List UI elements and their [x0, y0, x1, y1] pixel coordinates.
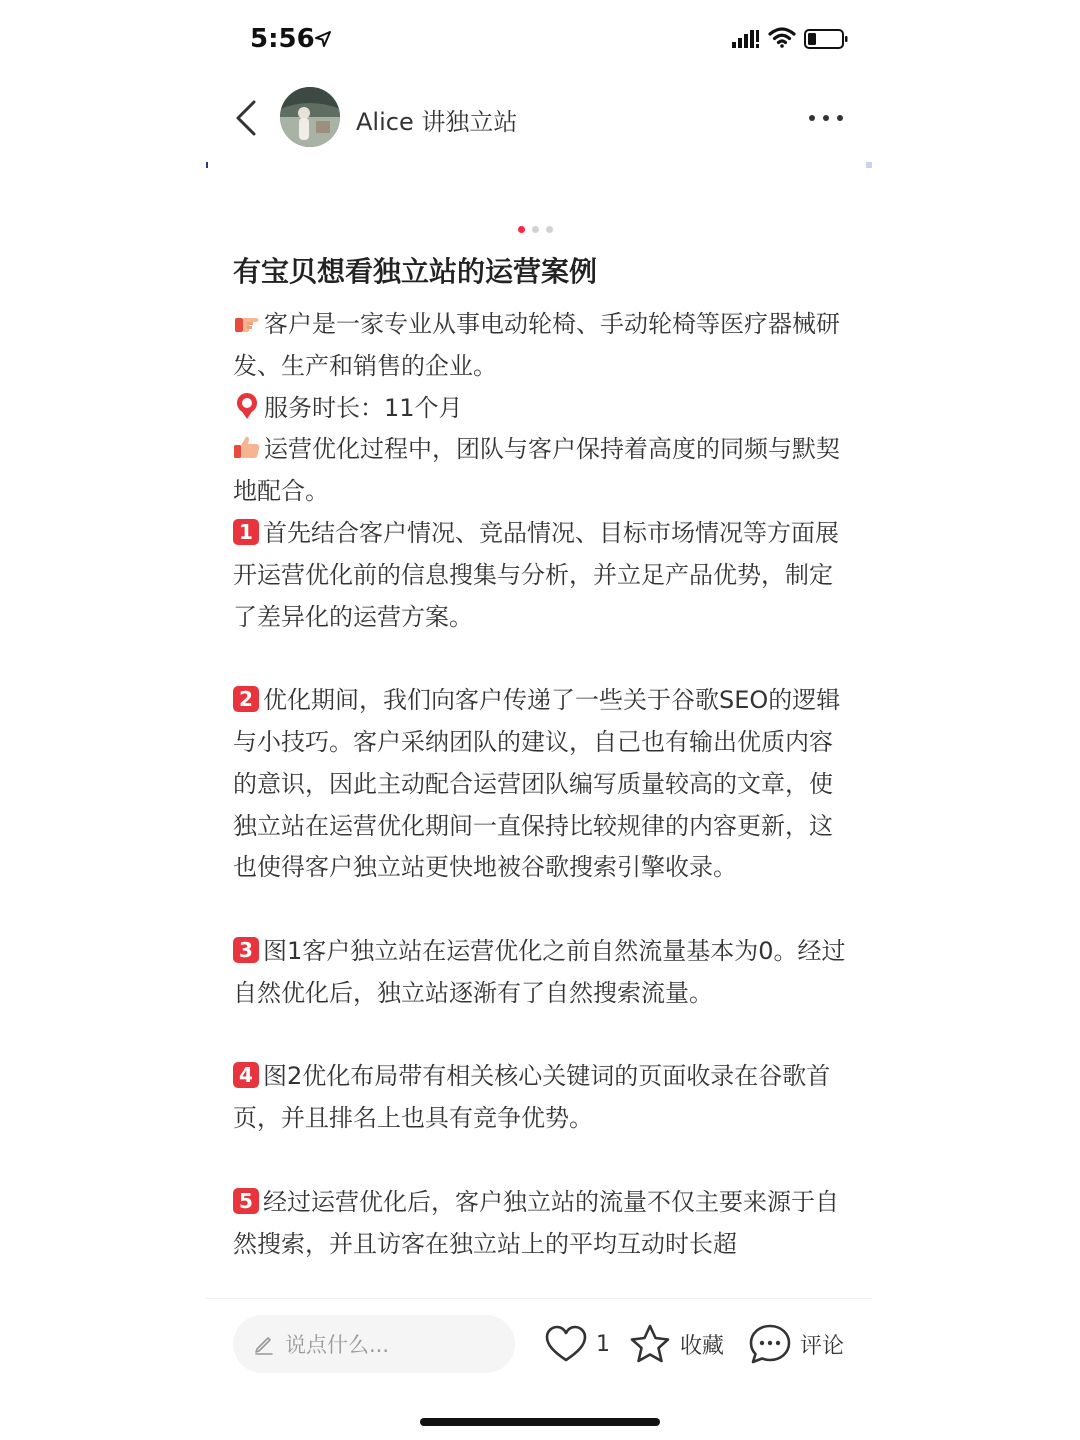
- status-time: 5:56: [250, 24, 315, 54]
- paragraph-4: [233, 513, 853, 638]
- pointing-hand-emoji: [233, 308, 261, 336]
- paragraph-5: [233, 680, 853, 889]
- image-edge-mark: [206, 162, 208, 168]
- paragraph-gap: [233, 1140, 853, 1182]
- heart-icon: [544, 1324, 588, 1364]
- image-edge-mark: [866, 162, 872, 168]
- paragraph-gap: [233, 638, 853, 680]
- more-icon[interactable]: [806, 104, 846, 132]
- paragraph-7-text: 图2优化布局带有相关核心关键词的页面收录在谷歌首页，并且排名上也具有竞争优势。: [233, 1062, 831, 1133]
- paragraph-2-text: 服务时长：11个月: [264, 393, 463, 422]
- number-4-badge: 4: [233, 1062, 259, 1088]
- paragraph-4-text: 首先结合客户情况、竞品情况、目标市场情况等方面展开运营优化前的信息搜集与分析，并立足产品优势，制定了差异化的运营方案。: [233, 518, 839, 631]
- home-indicator[interactable]: [420, 1418, 660, 1426]
- paragraph-1: [233, 304, 853, 388]
- paragraph-3: [233, 429, 853, 513]
- paragraph-3-text: 运营优化过程中，团队与客户保持着高度的同频与默契地配合。: [233, 435, 840, 506]
- location-arrow-icon: [314, 30, 332, 48]
- pen-icon: [253, 1333, 275, 1355]
- collect-button[interactable]: [628, 1322, 724, 1366]
- number-5-badge: 5: [233, 1188, 259, 1214]
- paragraph-gap: [233, 889, 853, 931]
- back-icon[interactable]: [232, 98, 260, 138]
- paragraph-6-text: 图1客户独立站在运营优化之前自然流量基本为0。经过自然优化后，独立站逐渐有了自然搜索流量。: [233, 936, 846, 1007]
- paragraph-8: [233, 1182, 853, 1266]
- comment-bubble-icon: [748, 1323, 792, 1365]
- number-3-badge: 3: [233, 937, 259, 963]
- paragraph-gap: [233, 1015, 853, 1057]
- pin-emoji: [233, 392, 261, 420]
- thumbs-up-emoji: [233, 433, 261, 461]
- battery-icon: [804, 29, 848, 49]
- number-1-badge: 1: [233, 519, 259, 545]
- paragraph-2: [233, 388, 853, 430]
- author-name[interactable]: Alice 讲独立站: [356, 108, 518, 136]
- avatar-image: [280, 87, 340, 147]
- like-button[interactable]: [544, 1322, 610, 1366]
- signal-icon: [732, 30, 760, 48]
- star-icon: [628, 1323, 672, 1365]
- avatar[interactable]: [280, 87, 340, 147]
- carousel-indicator: [518, 226, 553, 234]
- paragraph-8-text: 经过运营优化后，客户独立站的流量不仅主要来源于自然搜索，并且访客在独立站上的平均互动时长超: [233, 1187, 839, 1258]
- carousel-dot: [546, 226, 553, 233]
- carousel-dot: [532, 226, 539, 233]
- comment-input[interactable]: [233, 1315, 515, 1373]
- paragraph-7: [233, 1056, 853, 1140]
- comment-placeholder: 说点什么...: [285, 1333, 390, 1357]
- paragraph-1-text: 客户是一家专业从事电动轮椅、手动轮椅等医疗器械研发、生产和销售的企业。: [233, 310, 840, 380]
- post-content: [233, 304, 853, 1298]
- post-title: 有宝贝想看独立站的运营案例: [233, 255, 598, 288]
- collect-label: 收藏: [680, 1333, 725, 1359]
- number-2-badge: 2: [233, 686, 259, 712]
- comment-label: 评论: [800, 1333, 845, 1359]
- paragraph-5-text: 优化期间，我们向客户传递了一些关于谷歌SEO的逻辑与小技巧。客户采纳团队的建议，自己也有输出优质内容的意识，因此主动配合运营团队编写质量较高的文章，使独立站在运营优化期间一直保持比较规律的内容更新，这也使得客户独立站更快地被谷歌搜索引擎收录。: [233, 686, 841, 882]
- paragraph-6: [233, 931, 853, 1015]
- like-count: 1: [596, 1331, 610, 1357]
- wifi-icon: [768, 26, 796, 48]
- carousel-dot-active: [518, 226, 525, 233]
- comment-button[interactable]: [748, 1322, 844, 1366]
- bottom-divider: [206, 1298, 872, 1299]
